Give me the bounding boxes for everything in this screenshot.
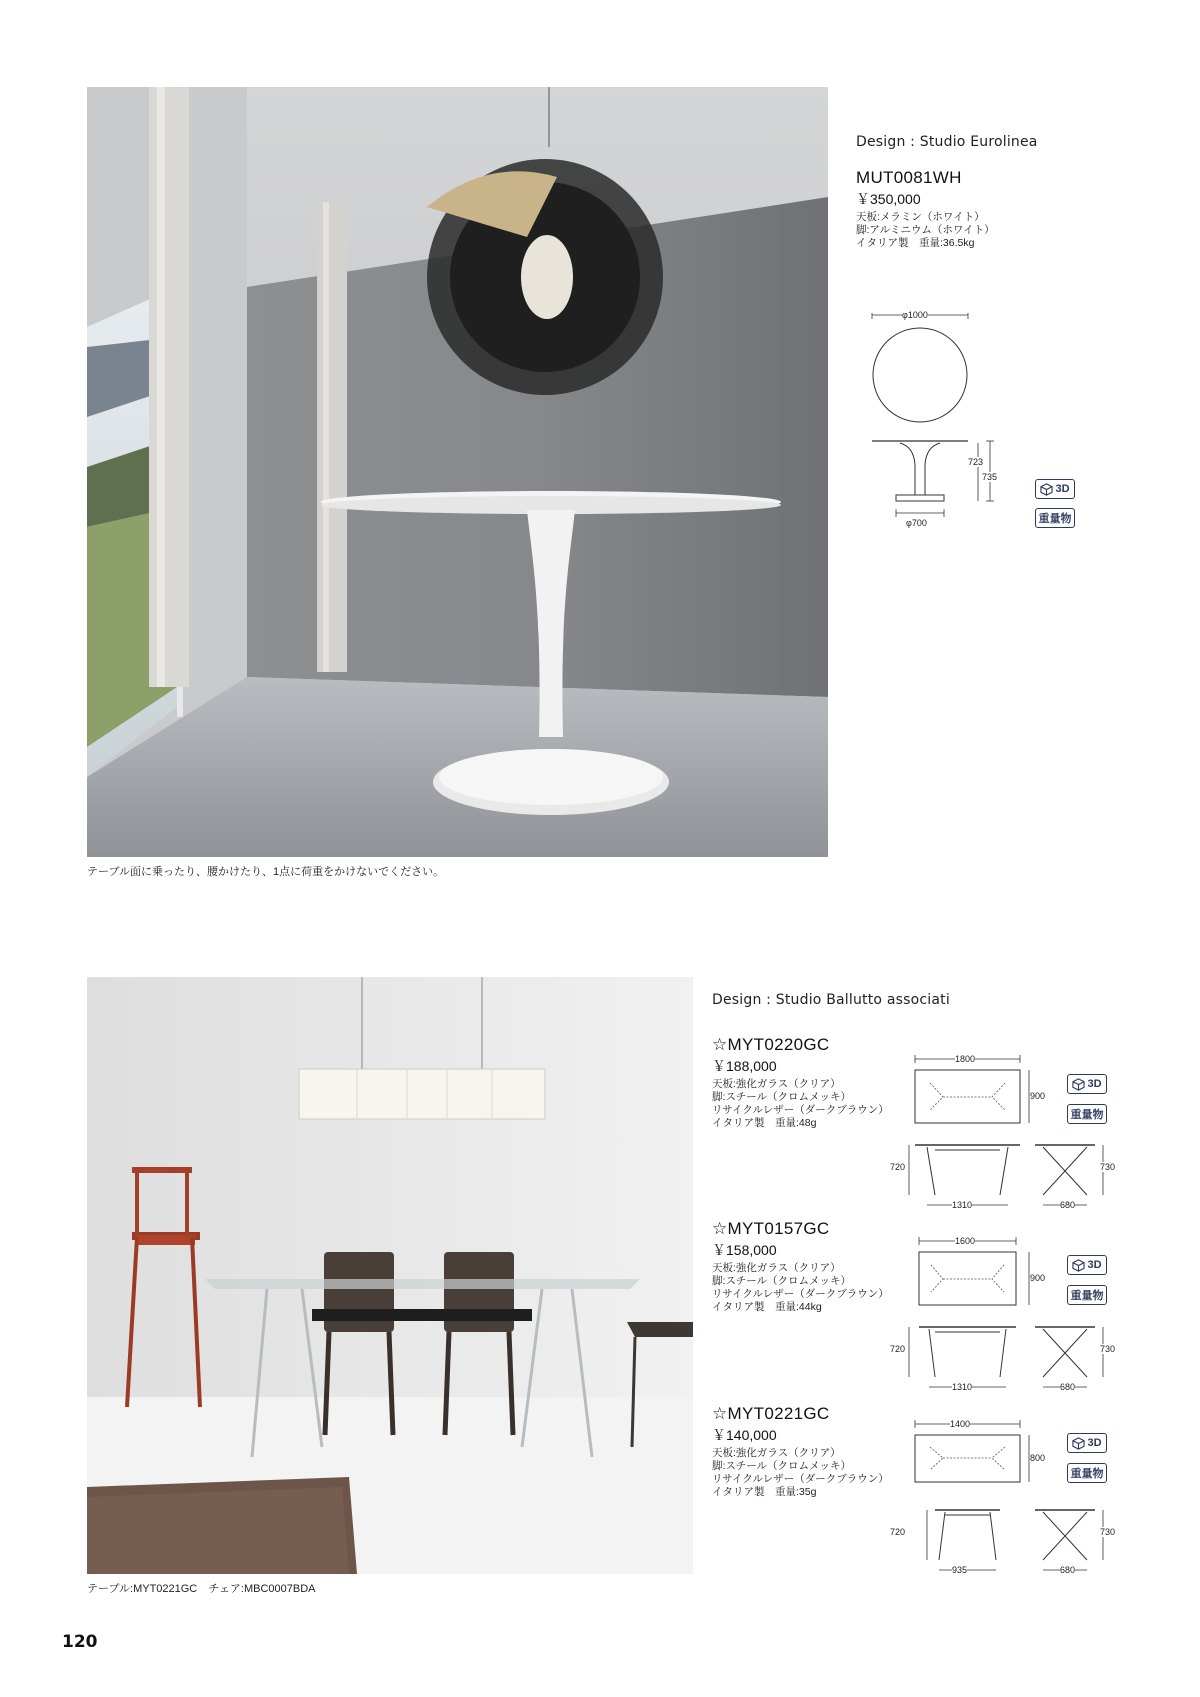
spec-line: 天板:強化ガラス（クリア） <box>712 1262 841 1274</box>
photo1-caption: テーブル面に乗ったり、腰かけたり、1点に荷重をかけないでください。 <box>87 866 445 878</box>
dim-depth: 800 <box>1030 1453 1046 1463</box>
spec-line: リサイクルレザー（ダークブラウン） <box>712 1104 889 1116</box>
badge-heavy: 重量物 <box>1067 1463 1107 1483</box>
product-price: ￥158,000 <box>712 1242 777 1258</box>
badge-3d <box>1067 1255 1107 1275</box>
product-photo-round-table <box>87 87 828 857</box>
cube-icon <box>1040 483 1053 496</box>
dim-side-span: 680 <box>1060 1382 1076 1392</box>
dim-side-span: 680 <box>1060 1200 1076 1210</box>
badge-heavy: 重量物 <box>1035 508 1075 528</box>
product-specs <box>712 1447 889 1499</box>
dim-depth: 900 <box>1030 1091 1046 1101</box>
dim-base-diameter: φ700 <box>906 518 927 528</box>
product-code: MUT0081WH <box>856 168 962 187</box>
dim-height-total: 735 <box>982 472 998 482</box>
badge-3d-label: 3D <box>1087 1259 1102 1271</box>
product-price: ￥350,000 <box>856 191 921 207</box>
product-code: ☆MYT0220GC <box>712 1035 830 1054</box>
dim-width: 1800 <box>955 1054 976 1064</box>
dim-height-left: 720 <box>890 1527 906 1537</box>
spec-line: 脚:スチール（クロムメッキ） <box>712 1275 851 1287</box>
cube-icon <box>1072 1078 1085 1091</box>
dim-side-span: 680 <box>1060 1565 1076 1575</box>
badge-3d-label: 3D <box>1087 1437 1102 1449</box>
spec-line: リサイクルレザー（ダークブラウン） <box>712 1473 889 1485</box>
dim-leg-span: 1310 <box>952 1382 973 1392</box>
product-price: ￥140,000 <box>712 1427 777 1443</box>
spec-line: 脚:アルミニウム（ホワイト） <box>856 224 995 236</box>
dim-height-right: 730 <box>1100 1162 1116 1172</box>
spec-line: 天板:強化ガラス（クリア） <box>712 1447 841 1459</box>
spec-line: イタリア製 重量:36.5kg <box>856 237 975 249</box>
product-code: ☆MYT0157GC <box>712 1219 830 1238</box>
product-price: ￥188,000 <box>712 1058 777 1074</box>
spec-line: イタリア製 重量:35g <box>712 1486 817 1498</box>
spec-line: 脚:スチール（クロムメッキ） <box>712 1091 851 1103</box>
spec-line: 脚:スチール（クロムメッキ） <box>712 1460 851 1472</box>
product-specs <box>712 1078 889 1130</box>
product-specs <box>856 211 995 250</box>
product-photo-glass-table <box>87 977 693 1574</box>
spec-line: イタリア製 重量:44kg <box>712 1301 822 1313</box>
spec-line: 天板:強化ガラス（クリア） <box>712 1078 841 1090</box>
product-code: ☆MYT0221GC <box>712 1404 830 1423</box>
designer-credit: Design : Studio Eurolinea <box>856 134 1038 150</box>
spec-line: イタリア製 重量:48g <box>712 1117 817 1129</box>
badge-3d <box>1067 1433 1107 1453</box>
dim-height-left: 720 <box>890 1344 906 1354</box>
badge-heavy: 重量物 <box>1067 1285 1107 1305</box>
cube-icon <box>1072 1259 1085 1272</box>
designer-credit: Design : Studio Ballutto associati <box>712 992 950 1008</box>
dim-leg-span: 1310 <box>952 1200 973 1210</box>
round-table-drawing <box>866 305 1006 535</box>
photo2-caption: テーブル:MYT0221GC チェア:MBC0007BDA <box>87 1583 316 1595</box>
badge-3d <box>1035 479 1075 499</box>
spec-line: リサイクルレザー（ダークブラウン） <box>712 1288 889 1300</box>
dim-depth: 900 <box>1030 1273 1046 1283</box>
dim-leg-span: 935 <box>952 1565 968 1575</box>
dim-height-right: 730 <box>1100 1344 1116 1354</box>
dim-width: 1400 <box>950 1419 971 1429</box>
badge-heavy: 重量物 <box>1067 1104 1107 1124</box>
dim-height-top: 723 <box>968 457 984 467</box>
dim-height-right: 730 <box>1100 1527 1116 1537</box>
dim-height-left: 720 <box>890 1162 906 1172</box>
dim-top-diameter: φ1000 <box>902 310 928 320</box>
badge-3d <box>1067 1074 1107 1094</box>
cube-icon <box>1072 1437 1085 1450</box>
product-specs <box>712 1262 889 1314</box>
dim-width: 1600 <box>955 1236 976 1246</box>
badge-3d-label: 3D <box>1087 1078 1102 1090</box>
badge-3d-label: 3D <box>1055 483 1070 495</box>
page-number: 120 <box>62 1632 98 1652</box>
spec-line: 天板:メラミン（ホワイト） <box>856 211 985 223</box>
